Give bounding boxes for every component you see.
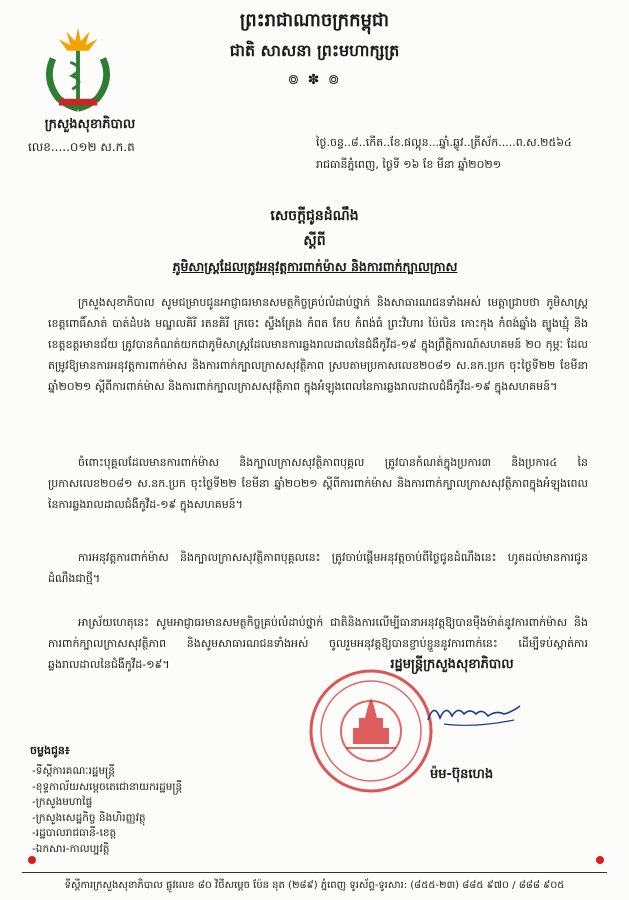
red-dot-icon: [28, 856, 36, 864]
footer-divider: [22, 872, 607, 873]
cc-item: -ខុទ្ទកាល័យសម្តេចតេជោនាយករដ្ឋមន្ត្រី: [32, 780, 183, 793]
body-paragraph-2: ចំពោះបុគ្គលដែលមានការពាក់ម៉ាស និងក្បាលក្រាសសុវត្ថិភាពបុគ្គល ត្រូវបានកំណត់ក្នុងប្រការ៣ និងប្រការ៤ នៃប្រកាសលេខ២០៨១ ស.នក.ប្រក ចុះថ្ងៃទី២២ ខែមីនា ឆ្នាំ២០២១ ស្តីពីការពាក់ម៉ាស និងការពាក់ក្បាលក្រាសសុវត្ថិភាពក្នុងអំឡុងពេលនៃការឆ្លងរាលដាលជំងឺកូវីដ-១៩ ក្នុងសហគមន៍។: [48, 456, 588, 511]
cc-item: -ក្រសួងសេដ្ឋកិច្ច និងហិរញ្ញវត្ថុ: [32, 811, 146, 824]
ministry-name: ក្រសួងសុខាភិបាល: [44, 117, 136, 132]
document-title: សេចក្តីជូនដំណឹង: [270, 208, 359, 224]
handwritten-signature-icon: [424, 694, 524, 734]
kingdom-header: ព្រះរាជាណាចក្រកម្ពុជា: [239, 10, 390, 31]
footer-address: ទីស្តីការក្រសួងសុខាភិបាល ផ្លូវលេខ ៨០ វិថីសម្តេច ប៉ែន នុត (២៨៩) ភ្នំពេញ ទូរស័ព្ទ-ទូរសារ: (៨៥៥-២៣) ៨៨៥ ៩៧០ / ៨៨៨ ៩០៥: [64, 880, 565, 891]
cc-heading: ចម្លងជូន៖: [30, 744, 70, 757]
document-subject: ភូមិសាស្ត្រដែលត្រូវអនុវត្តការពាក់ម៉ាស និងការពាក់ក្បាលក្រាស: [172, 259, 458, 274]
solar-date: រាជធានីភ្នំពេញ, ថ្ងៃទី ១៦ ខែ មីនា ឆ្នាំ២០២១: [316, 158, 502, 171]
body-paragraph-4: អាស្រ័យហេតុនេះ សូមអាជ្ញាធរមានសមត្ថកិច្ចគ្រប់លំដាប់ថ្នាក់ ជាតិនិងការលើម្បីធានាអនុវត្តឱ្យបានម៉ឺងម៉ាត់នូវការពាក់ម៉ាស និងការពាក់ក្បាលក្រាសសុវត្ថិភាព និងសូមសាធារណជនទាំងអស់ ចូលរួមអនុវត្តឱ្យបានខ្ជាប់ខ្ជួននូវការពាក់នេះ ដើម្បីទប់ស្កាត់ការឆ្លងរាលដាលនៃជំងឺកូវីដ-១៩។: [48, 616, 588, 671]
cc-item: -រដ្ឋបាលរាជធានី-ខេត្ត: [32, 827, 117, 839]
ornament-divider: ៙ ✽ ៙: [287, 72, 342, 88]
signer-name: ម៉ម-ប៊ុនហេង: [430, 767, 494, 782]
reference-number: លេខ.....០១២ ស.ក.ត: [28, 140, 135, 154]
signatory-title: រដ្ឋមន្ត្រីក្រសួងសុខាភិបាល: [390, 657, 514, 672]
cc-list: [32, 764, 182, 857]
official-seal-icon: [306, 666, 436, 796]
red-dot-icon: [596, 856, 604, 864]
body-paragraph-3: ការអនុវត្តការពាក់ម៉ាស និងក្បាលក្រាសសុវត្ថិភាពបុគ្គលនេះ ត្រូវចាប់ផ្តើមអនុវត្តចាប់ពីថ្ងៃជូនដំណឹងនេះ ហូតដល់មានការជូនដំណឹងជាថ្មី។: [48, 551, 588, 585]
lunar-date: ថ្ងៃ.ចន្ទ..៨..កើត..ខែ.ផល្គុន...ឆ្នាំ.ឆ្លូវ..ត្រីស័ក.....ព.ស.២៥៦៤: [316, 136, 572, 149]
body-paragraph-1: ក្រសួងសុខាភិបាល សូមជម្រាបជូនអាជ្ញាធរមានសមត្ថកិច្ចគ្រប់លំដាប់ថ្នាក់ និងសាធារណជនទាំងអស់ មេត្តាជ្រាបថា ភូមិសាស្ត្រខេត្តពោធិ៍សាត់ បាត់ដំបង មណ្ឌលគិរី រតនគិរី ក្រចេះ ស្ទឹងត្រែង កំពត កែប កំពង់ធំ ព្រះវិហារ ប៉ៃលិន កោះកុង កំពង់ឆ្នាំង ត្បូងឃ្មុំ និងខេត្តឧត្តរមានជ័យ ត្រូវបានកំណត់យកជាភូមិសាស្ត្រដែលមានការឆ្លងរាលដាលនៃជំងឺកូវីដ-១៩ ក្នុងព្រឹត្តិការណ៍សហគមន៍ ២០ កុម្ភៈ ដែលតម្រូវឱ្យមានការអនុវត្តការពាក់ម៉ាស និងការពាក់ក្បាលក្រាសសុវត្ថិភាព ស្របតាមប្រកាសលេខ២០៨១ ស.នក.ប្រក ចុះថ្ងៃទី២២ ខែមីនា ឆ្នាំ២០២១ ស្តីពីការពាក់ម៉ាស និងការពាក់ក្បាលក្រាសសុវត្ថិភាព ក្នុងអំឡុងពេលនៃការឆ្លងរាលដាលជំងឺកូវីដ-១៩ ក្នុងសហគមន៍។: [48, 296, 588, 393]
cc-item: -ឯកសារ-កាលប្បវត្តិ: [32, 842, 110, 855]
cc-item: -ទីស្តីការគណៈរដ្ឋមន្ត្រី: [32, 765, 115, 777]
cc-item: -ក្រសួងមហាផ្ទៃ: [32, 796, 93, 808]
ministry-logo-icon: [30, 22, 126, 118]
document-title-about: ស្តីពី: [303, 233, 326, 249]
national-motto: ជាតិ សាសនា ព្រះមហាក្សត្រ: [229, 41, 400, 60]
